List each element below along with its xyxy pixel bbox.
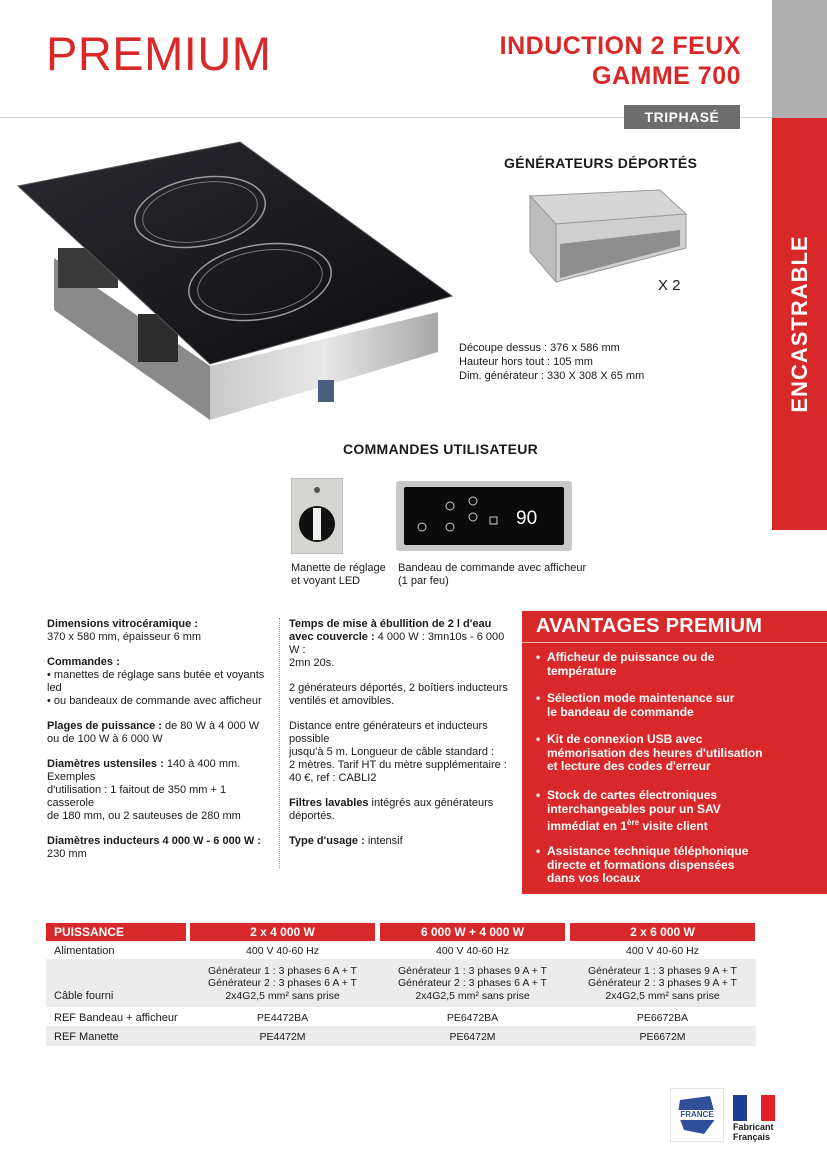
side-label-text: ENCASTRABLE — [786, 235, 812, 413]
spec-label: Commandes : — [47, 656, 120, 668]
knob-caption: et voyant LED — [291, 575, 361, 587]
cooktop-image — [14, 138, 454, 428]
gray-corner-block — [772, 0, 827, 118]
spec-value: déportés. — [289, 810, 335, 822]
table-row-label: Alimentation — [54, 945, 115, 957]
spec-label: Plages de puissance : — [47, 720, 162, 732]
spec-value: 40 €, ref : CABLI2 — [289, 772, 377, 784]
table-row-label: REF Bandeau + afficheur — [54, 1012, 178, 1024]
dimension-line: Dim. générateur : 330 X 308 X 65 mm — [459, 370, 645, 382]
advantage-item: • Kit de connexion USB avec mémorisation des heures d'utilisation et lecture des codes d'erreur — [536, 732, 763, 773]
table-head-col3: 2 x 6 000 W — [570, 923, 755, 941]
table-cell: 2x4G2,5 mm² sans prise — [415, 990, 530, 1002]
spec-value: ventilés et amovibles. — [289, 695, 395, 707]
spec-value: • ou bandeaux de commande avec afficheur — [47, 695, 262, 707]
table-cell: PE6672BA — [636, 1012, 689, 1024]
table-cell: 2x4G2,5 mm² sans prise — [225, 990, 340, 1002]
spec-label: Diamètres ustensiles : — [47, 758, 164, 770]
table-cell: PE6472BA — [446, 1012, 499, 1024]
knob-caption: Manette de réglage — [291, 562, 386, 574]
spec-value: • manettes de réglage sans butée et voyants led — [47, 669, 265, 694]
specs-left-column — [47, 618, 272, 873]
table-cell: Générateur 2 : 3 phases 9 A + T — [588, 977, 737, 989]
spec-label: Type d'usage : — [289, 835, 365, 847]
dimension-line: Hauteur hors tout : 105 mm — [459, 356, 593, 368]
generator-image — [520, 188, 690, 290]
specs-mid-column — [289, 618, 517, 860]
spec-value: 370 x 580 mm, épaisseur 6 mm — [47, 631, 202, 643]
generators-heading: GÉNÉRATEURS DÉPORTÉS — [504, 155, 698, 171]
panel-display-value: 90 — [516, 508, 538, 529]
spec-value: ou de 100 W à 6 000 W — [47, 733, 163, 745]
product-title-line1: INDUCTION 2 FEUX — [499, 32, 741, 60]
controls-heading: COMMANDES UTILISATEUR — [343, 441, 539, 457]
table-cell: Générateur 1 : 3 phases 6 A + T — [208, 965, 357, 977]
table-cell: Générateur 2 : 3 phases 6 A + T — [398, 977, 547, 989]
fabricant-francais-label — [733, 1122, 774, 1142]
side-label — [772, 118, 827, 530]
control-panel-image — [396, 481, 572, 551]
french-flag-icon — [733, 1095, 775, 1121]
column-separator — [279, 618, 280, 868]
table-cell: Générateur 1 : 3 phases 9 A + T — [398, 965, 547, 977]
table-cell: Générateur 2 : 3 phases 6 A + T — [208, 977, 357, 989]
advantages-divider — [522, 642, 827, 643]
knob-image — [291, 478, 343, 554]
brand-title: PREMIUM — [46, 27, 272, 80]
spec-value: de 180 mm, ou 2 sauteuses de 280 mm — [47, 810, 241, 822]
origine-france-text: FRANCE — [680, 1110, 714, 1119]
spec-label: Dimensions vitrocéramique : — [47, 618, 198, 630]
spec-label: avec couvercle : — [289, 631, 375, 643]
table-cell: PE6472M — [449, 1031, 496, 1043]
table-cell: 400 V 40-60 Hz — [246, 945, 319, 957]
spec-value: 140 à 400 mm. Exemples — [47, 758, 241, 783]
table-cell: 400 V 40-60 Hz — [626, 945, 699, 957]
spec-value: 2 générateurs déportés, 2 boîtiers inducteurs — [289, 682, 508, 694]
advantage-item: • Assistance technique téléphonique directe et formations dispensées dans vos locaux — [536, 844, 749, 885]
table-cell: PE4472M — [259, 1031, 306, 1043]
spec-value: jusqu'à 5 m. Longueur de câble standard : — [289, 746, 495, 758]
spec-value: 4 000 W : 3mn10s - 6 000 W : — [289, 631, 505, 656]
spec-value: 2mn 20s. — [289, 657, 335, 669]
advantage-item: • Afficheur de puissance ou de température — [536, 650, 715, 678]
advantages-title: AVANTAGES PREMIUM — [536, 615, 763, 637]
table-row-label: REF Manette — [54, 1031, 119, 1043]
table-cell: PE4472BA — [256, 1012, 309, 1024]
table-cell: 400 V 40-60 Hz — [436, 945, 509, 957]
table-head-col1: 2 x 4 000 W — [190, 923, 375, 941]
table-cell: Générateur 1 : 3 phases 9 A + T — [588, 965, 737, 977]
spec-value: d'utilisation : 1 faitout de 350 mm + 1 casserole — [47, 784, 227, 809]
spec-label: Temps de mise à ébullition de 2 l d'eau — [289, 618, 492, 630]
table-row-label: Câble fourni — [54, 990, 114, 1002]
advantage-item: • Stock de cartes électroniques interchangeables pour un SAV immédiat en 1ère visite client — [536, 788, 721, 833]
panel-caption: Bandeau de commande avec afficheur — [398, 562, 587, 574]
generator-quantity: X 2 — [658, 277, 681, 294]
spec-value: Distance entre générateurs et inducteurs possible — [289, 720, 488, 745]
triphase-badge: TRIPHASÉ — [624, 105, 740, 129]
spec-value: 230 mm — [47, 848, 87, 860]
spec-label: Filtres lavables — [289, 797, 369, 809]
spec-value: de 80 W à 4 000 W — [161, 720, 260, 732]
table-head-puissance: PUISSANCE — [46, 923, 186, 941]
fabricant-text: Fabricant — [733, 1122, 774, 1132]
francais-text: Français — [733, 1132, 771, 1142]
spec-value: intégrés aux générateurs — [368, 797, 494, 809]
spec-value: 2 mètres. Tarif HT du mètre supplémentaire : — [289, 759, 507, 771]
table-cell: PE6672M — [639, 1031, 686, 1043]
spec-label: Diamètres inducteurs 4 000 W - 6 000 W : — [47, 835, 261, 847]
dimension-line: Découpe dessus : 376 x 586 mm — [459, 342, 620, 354]
panel-caption: (1 par feu) — [398, 575, 449, 587]
product-title-line2: GAMME 700 — [592, 62, 741, 90]
spec-value: intensif — [364, 835, 403, 847]
advantage-item: • Sélection mode maintenance sur le bandeau de commande — [536, 691, 735, 719]
table-cell: 2x4G2,5 mm² sans prise — [605, 990, 720, 1002]
table-head-col2: 6 000 W + 4 000 W — [380, 923, 565, 941]
